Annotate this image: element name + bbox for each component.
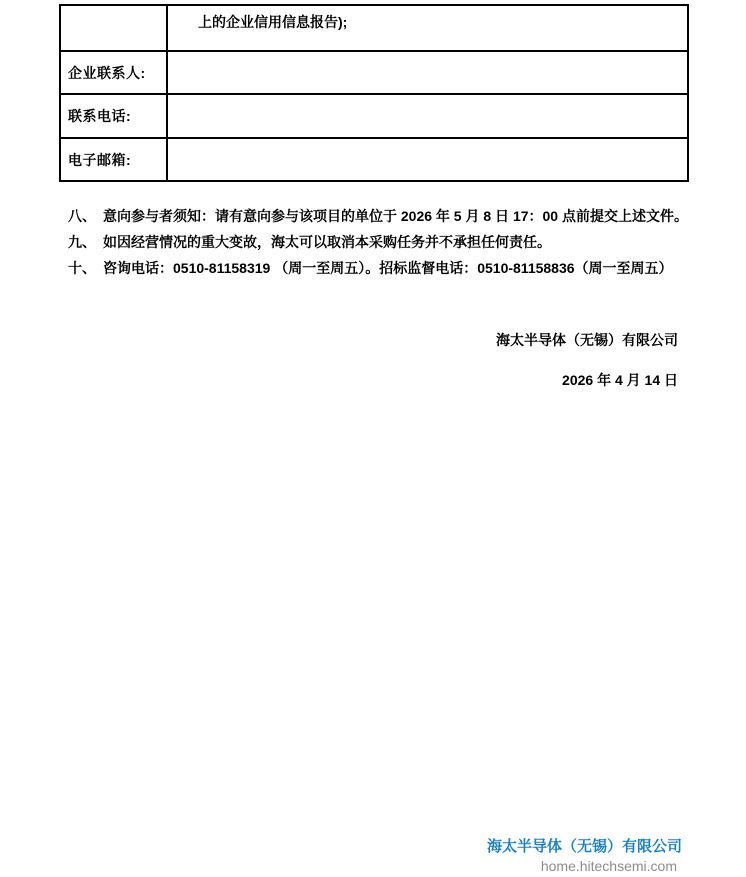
info-table (59, 4, 689, 182)
notices-list (68, 203, 693, 281)
notice-marker: 九、 (68, 234, 96, 250)
notice-text: 如因经营情况的重大变故，海太可以取消本采购任务并不承担任何责任。 (103, 234, 551, 250)
notice-marker: 八、 (68, 208, 96, 224)
footer-company: 海太半导体（无锡）有限公司 (486, 838, 682, 855)
table-row (60, 138, 688, 181)
cell-label-contact-person: 企业联系人: (60, 51, 167, 94)
cell-value-contact-person (167, 51, 688, 94)
list-item-8 (68, 203, 693, 229)
notice-text: 意向参与者须知：请有意向参与该项目的单位于 2026 年 5 月 8 日 17：00 点前提交上述文件。 (103, 208, 688, 224)
cell-label-0 (60, 5, 167, 51)
list-item-10 (68, 255, 693, 281)
footer-website: home.hitechsemi.com (540, 858, 677, 874)
notice-text: 咨询电话：0510-81158319 （周一至周五）。招标监督电话：0510-81158836（周一至周五） (103, 260, 673, 276)
signoff-date: 2026 年 4 月 14 日 (562, 372, 678, 388)
signoff (496, 332, 678, 388)
list-item-9 (68, 229, 693, 255)
notice-marker: 十、 (68, 260, 96, 276)
cell-value-phone (167, 94, 688, 138)
cell-value-0: 上的企业信用信息报告); (167, 5, 688, 51)
signoff-company: 海太半导体（无锡）有限公司 (496, 332, 678, 348)
cell-value-email (167, 138, 688, 181)
cell-label-email: 电子邮箱: (60, 138, 167, 181)
cell-label-phone: 联系电话: (60, 94, 167, 138)
table-row (60, 94, 688, 138)
table-row (60, 5, 688, 51)
table-row (60, 51, 688, 94)
